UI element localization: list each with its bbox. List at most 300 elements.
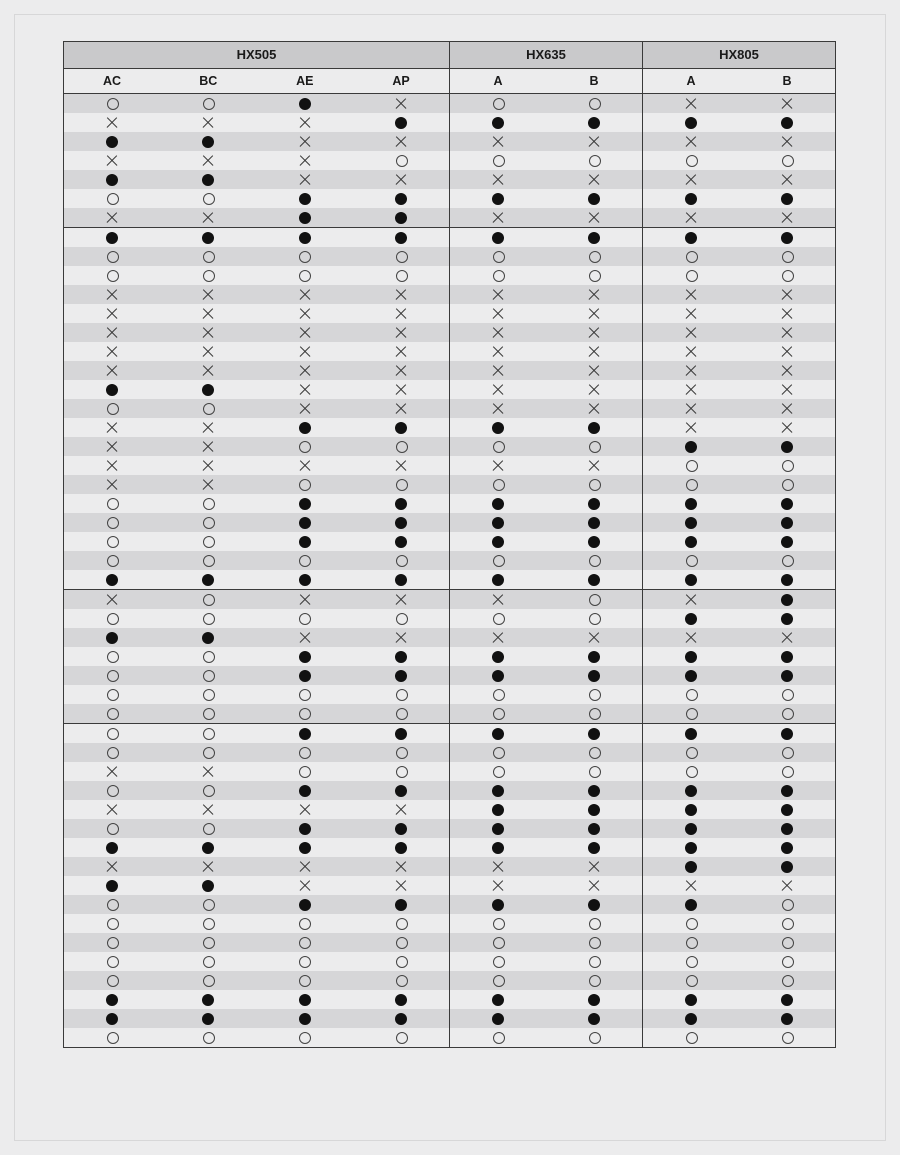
matrix-cell — [257, 532, 354, 551]
cross-mark-icon — [780, 402, 794, 416]
matrix-cell — [546, 743, 643, 762]
matrix-cell — [257, 170, 354, 189]
matrix-cell — [257, 990, 354, 1009]
matrix-cell — [64, 113, 161, 132]
column-header-0: AC — [64, 69, 161, 94]
cross-mark-icon — [491, 593, 505, 607]
filled-circle-icon — [394, 841, 408, 855]
matrix-cell — [64, 876, 161, 895]
cross-mark-icon — [684, 631, 698, 645]
cross-mark-icon — [298, 116, 312, 130]
table-row — [64, 895, 836, 914]
matrix-cell — [353, 475, 450, 494]
matrix-cell — [643, 304, 740, 323]
matrix-cell — [257, 247, 354, 266]
matrix-cell — [257, 895, 354, 914]
open-circle-icon — [105, 1031, 119, 1045]
filled-circle-icon — [394, 993, 408, 1007]
cross-mark-icon — [394, 135, 408, 149]
cross-mark-icon — [587, 860, 601, 874]
filled-circle-icon — [394, 898, 408, 912]
cross-mark-icon — [105, 765, 119, 779]
table-row — [64, 304, 836, 323]
column-header-3: AP — [353, 69, 450, 94]
table-row — [64, 189, 836, 208]
filled-circle-icon — [298, 993, 312, 1007]
matrix-cell — [353, 208, 450, 228]
cross-mark-icon — [298, 326, 312, 340]
open-circle-icon — [684, 746, 698, 760]
table-row — [64, 399, 836, 418]
table-row — [64, 113, 836, 132]
open-circle-icon — [105, 727, 119, 741]
matrix-cell — [643, 971, 740, 990]
filled-circle-icon — [105, 631, 119, 645]
group-header-row — [64, 42, 836, 69]
filled-circle-icon — [298, 192, 312, 206]
matrix-cell — [257, 437, 354, 456]
matrix-cell — [257, 609, 354, 628]
matrix-cell — [546, 456, 643, 475]
filled-circle-icon — [684, 727, 698, 741]
matrix-cell — [64, 819, 161, 838]
filled-circle-icon — [298, 231, 312, 245]
table-row — [64, 800, 836, 819]
filled-circle-icon — [201, 173, 215, 187]
table-row — [64, 628, 836, 647]
filled-circle-icon — [587, 822, 601, 836]
cross-mark-icon — [298, 154, 312, 168]
matrix-cell — [643, 666, 740, 685]
filled-circle-icon — [587, 803, 601, 817]
matrix-cell — [64, 380, 161, 399]
open-circle-icon — [587, 936, 601, 950]
matrix-cell — [450, 952, 547, 971]
matrix-cell — [160, 285, 257, 304]
matrix-cell — [257, 380, 354, 399]
matrix-cell — [643, 781, 740, 800]
open-circle-icon — [491, 478, 505, 492]
table-row — [64, 933, 836, 952]
matrix-cell — [546, 666, 643, 685]
matrix-cell — [546, 628, 643, 647]
matrix-cell — [64, 704, 161, 724]
group-header-hx635: HX635 — [450, 42, 643, 69]
cross-mark-icon — [394, 288, 408, 302]
filled-circle-icon — [587, 841, 601, 855]
matrix-cell — [353, 228, 450, 248]
matrix-cell — [643, 475, 740, 494]
matrix-cell — [257, 800, 354, 819]
open-circle-icon — [780, 688, 794, 702]
open-circle-icon — [298, 974, 312, 988]
cross-mark-icon — [491, 173, 505, 187]
matrix-cell — [643, 266, 740, 285]
open-circle-icon — [298, 478, 312, 492]
matrix-cell — [257, 551, 354, 570]
matrix-cell — [739, 819, 836, 838]
filled-circle-icon — [491, 669, 505, 683]
open-circle-icon — [684, 459, 698, 473]
filled-circle-icon — [780, 440, 794, 454]
cross-mark-icon — [684, 383, 698, 397]
matrix-cell — [546, 609, 643, 628]
matrix-cell — [739, 990, 836, 1009]
matrix-cell — [160, 532, 257, 551]
open-circle-icon — [587, 917, 601, 931]
matrix-cell — [546, 1009, 643, 1028]
matrix-cell — [643, 551, 740, 570]
table-row — [64, 762, 836, 781]
matrix-cell — [64, 132, 161, 151]
matrix-cell — [643, 456, 740, 475]
cross-mark-icon — [298, 135, 312, 149]
matrix-cell — [450, 437, 547, 456]
cross-mark-icon — [298, 860, 312, 874]
matrix-cell — [257, 418, 354, 437]
cross-mark-icon — [298, 402, 312, 416]
matrix-cell — [353, 609, 450, 628]
matrix-cell — [353, 1009, 450, 1028]
matrix-cell — [546, 247, 643, 266]
matrix-cell — [64, 266, 161, 285]
matrix-cell — [546, 800, 643, 819]
matrix-cell — [546, 895, 643, 914]
open-circle-icon — [105, 936, 119, 950]
matrix-cell — [160, 1009, 257, 1028]
matrix-cell — [450, 132, 547, 151]
filled-circle-icon — [780, 573, 794, 587]
filled-circle-icon — [587, 231, 601, 245]
matrix-cell — [257, 838, 354, 857]
cross-mark-icon — [201, 345, 215, 359]
matrix-cell — [643, 285, 740, 304]
open-circle-icon — [684, 688, 698, 702]
open-circle-icon — [684, 154, 698, 168]
matrix-cell — [160, 494, 257, 513]
matrix-cell — [643, 685, 740, 704]
matrix-cell — [450, 570, 547, 590]
matrix-cell — [353, 132, 450, 151]
open-circle-icon — [201, 784, 215, 798]
matrix-cell — [160, 456, 257, 475]
matrix-cell — [739, 475, 836, 494]
filled-circle-icon — [298, 669, 312, 683]
cross-mark-icon — [201, 459, 215, 473]
cross-mark-icon — [394, 383, 408, 397]
open-circle-icon — [587, 688, 601, 702]
matrix-cell — [64, 628, 161, 647]
matrix-cell — [643, 208, 740, 228]
open-circle-icon — [780, 936, 794, 950]
matrix-cell — [160, 151, 257, 170]
table-row — [64, 94, 836, 114]
cross-mark-icon — [684, 402, 698, 416]
table-row — [64, 570, 836, 590]
open-circle-icon — [298, 688, 312, 702]
matrix-cell — [64, 208, 161, 228]
matrix-cell — [546, 437, 643, 456]
cross-mark-icon — [587, 402, 601, 416]
matrix-cell — [257, 113, 354, 132]
filled-circle-icon — [684, 192, 698, 206]
filled-circle-icon — [298, 516, 312, 530]
open-circle-icon — [587, 250, 601, 264]
filled-circle-icon — [684, 822, 698, 836]
cross-mark-icon — [201, 765, 215, 779]
filled-circle-icon — [491, 497, 505, 511]
open-circle-icon — [105, 974, 119, 988]
cross-mark-icon — [587, 288, 601, 302]
filled-circle-icon — [780, 727, 794, 741]
open-circle-icon — [105, 192, 119, 206]
matrix-cell — [546, 647, 643, 666]
matrix-cell — [353, 494, 450, 513]
cross-mark-icon — [201, 326, 215, 340]
matrix-cell — [643, 532, 740, 551]
matrix-cell — [64, 685, 161, 704]
filled-circle-icon — [491, 898, 505, 912]
matrix-cell — [64, 456, 161, 475]
matrix-cell — [64, 342, 161, 361]
open-circle-icon — [394, 707, 408, 721]
open-circle-icon — [394, 478, 408, 492]
matrix-cell — [257, 685, 354, 704]
cross-mark-icon — [780, 173, 794, 187]
cross-mark-icon — [780, 307, 794, 321]
table-row — [64, 666, 836, 685]
cross-mark-icon — [491, 135, 505, 149]
matrix-cell — [353, 914, 450, 933]
open-circle-icon — [201, 402, 215, 416]
matrix-cell — [739, 380, 836, 399]
matrix-cell — [546, 990, 643, 1009]
open-circle-icon — [394, 955, 408, 969]
matrix-cell — [739, 971, 836, 990]
filled-circle-icon — [298, 822, 312, 836]
cross-mark-icon — [394, 326, 408, 340]
open-circle-icon — [491, 269, 505, 283]
matrix-cell — [739, 551, 836, 570]
cross-mark-icon — [298, 459, 312, 473]
matrix-cell — [160, 628, 257, 647]
matrix-cell — [643, 189, 740, 208]
filled-circle-icon — [105, 231, 119, 245]
filled-circle-icon — [587, 650, 601, 664]
matrix-cell — [257, 323, 354, 342]
matrix-cell — [160, 361, 257, 380]
matrix-cell — [64, 762, 161, 781]
open-circle-icon — [587, 478, 601, 492]
matrix-cell — [64, 1028, 161, 1048]
matrix-cell — [160, 113, 257, 132]
cross-mark-icon — [684, 879, 698, 893]
open-circle-icon — [394, 269, 408, 283]
matrix-cell — [64, 532, 161, 551]
matrix-cell — [64, 551, 161, 570]
open-circle-icon — [587, 955, 601, 969]
matrix-cell — [739, 285, 836, 304]
matrix-cell — [160, 590, 257, 610]
matrix-cell — [353, 704, 450, 724]
table-row — [64, 437, 836, 456]
filled-circle-icon — [298, 898, 312, 912]
table-header — [64, 42, 836, 94]
column-header-1: BC — [160, 69, 257, 94]
matrix-cell — [353, 666, 450, 685]
matrix-cell — [739, 494, 836, 513]
open-circle-icon — [201, 688, 215, 702]
matrix-cell — [257, 94, 354, 114]
matrix-cell — [64, 590, 161, 610]
open-circle-icon — [394, 250, 408, 264]
cross-mark-icon — [394, 631, 408, 645]
cross-mark-icon — [394, 593, 408, 607]
open-circle-icon — [491, 746, 505, 760]
matrix-cell — [160, 551, 257, 570]
open-circle-icon — [491, 1031, 505, 1045]
matrix-cell — [643, 819, 740, 838]
filled-circle-icon — [105, 841, 119, 855]
open-circle-icon — [201, 917, 215, 931]
matrix-cell — [450, 590, 547, 610]
matrix-cell — [739, 247, 836, 266]
matrix-cell — [546, 94, 643, 114]
filled-circle-icon — [491, 535, 505, 549]
matrix-cell — [257, 876, 354, 895]
filled-circle-icon — [780, 231, 794, 245]
open-circle-icon — [201, 612, 215, 626]
matrix-cell — [546, 189, 643, 208]
matrix-cell — [257, 933, 354, 952]
filled-circle-icon — [298, 211, 312, 225]
matrix-cell — [353, 819, 450, 838]
matrix-cell — [160, 666, 257, 685]
cross-mark-icon — [201, 307, 215, 321]
matrix-cell — [64, 666, 161, 685]
table-row — [64, 513, 836, 532]
matrix-cell — [160, 266, 257, 285]
matrix-cell — [546, 228, 643, 248]
cross-mark-icon — [684, 593, 698, 607]
table-row — [64, 323, 836, 342]
cross-mark-icon — [684, 97, 698, 111]
matrix-cell — [160, 990, 257, 1009]
cross-mark-icon — [491, 307, 505, 321]
matrix-cell — [353, 513, 450, 532]
open-circle-icon — [587, 746, 601, 760]
filled-circle-icon — [587, 573, 601, 587]
open-circle-icon — [780, 707, 794, 721]
matrix-cell — [160, 437, 257, 456]
matrix-cell — [450, 418, 547, 437]
filled-circle-icon — [587, 192, 601, 206]
matrix-cell — [643, 952, 740, 971]
matrix-cell — [450, 1009, 547, 1028]
matrix-cell — [643, 132, 740, 151]
matrix-cell — [353, 724, 450, 744]
cross-mark-icon — [298, 345, 312, 359]
matrix-cell — [739, 532, 836, 551]
open-circle-icon — [201, 650, 215, 664]
cross-mark-icon — [394, 860, 408, 874]
matrix-cell — [160, 876, 257, 895]
matrix-cell — [257, 724, 354, 744]
table-row — [64, 266, 836, 285]
matrix-cell — [450, 838, 547, 857]
matrix-cell — [353, 304, 450, 323]
matrix-cell — [160, 933, 257, 952]
open-circle-icon — [587, 1031, 601, 1045]
matrix-cell — [643, 170, 740, 189]
table-row — [64, 228, 836, 248]
matrix-cell — [739, 361, 836, 380]
matrix-cell — [257, 513, 354, 532]
open-circle-icon — [780, 478, 794, 492]
matrix-cell — [64, 418, 161, 437]
filled-circle-icon — [684, 573, 698, 587]
matrix-cell — [450, 380, 547, 399]
open-circle-icon — [201, 554, 215, 568]
matrix-cell — [160, 1028, 257, 1048]
matrix-cell — [64, 990, 161, 1009]
open-circle-icon — [394, 612, 408, 626]
filled-circle-icon — [394, 573, 408, 587]
open-circle-icon — [780, 154, 794, 168]
matrix-cell — [450, 170, 547, 189]
matrix-cell — [64, 361, 161, 380]
matrix-cell — [643, 647, 740, 666]
open-circle-icon — [105, 746, 119, 760]
matrix-cell — [546, 819, 643, 838]
open-circle-icon — [684, 250, 698, 264]
matrix-cell — [546, 971, 643, 990]
matrix-cell — [450, 876, 547, 895]
matrix-cell — [353, 342, 450, 361]
matrix-cell — [739, 743, 836, 762]
open-circle-icon — [491, 955, 505, 969]
matrix-cell — [160, 914, 257, 933]
matrix-cell — [257, 914, 354, 933]
matrix-cell — [546, 342, 643, 361]
matrix-cell — [160, 189, 257, 208]
open-circle-icon — [201, 974, 215, 988]
cross-mark-icon — [780, 345, 794, 359]
matrix-cell — [739, 724, 836, 744]
open-circle-icon — [491, 765, 505, 779]
filled-circle-icon — [105, 573, 119, 587]
open-circle-icon — [201, 269, 215, 283]
matrix-cell — [546, 781, 643, 800]
column-header-5: B — [546, 69, 643, 94]
cross-mark-icon — [298, 288, 312, 302]
filled-circle-icon — [491, 650, 505, 664]
cross-mark-icon — [105, 364, 119, 378]
open-circle-icon — [201, 746, 215, 760]
column-header-row — [64, 69, 836, 94]
cross-mark-icon — [105, 288, 119, 302]
open-circle-icon — [105, 650, 119, 664]
open-circle-icon — [394, 440, 408, 454]
filled-circle-icon — [201, 993, 215, 1007]
matrix-cell — [257, 666, 354, 685]
cross-mark-icon — [491, 631, 505, 645]
cross-mark-icon — [105, 154, 119, 168]
filled-circle-icon — [780, 841, 794, 855]
matrix-cell — [353, 361, 450, 380]
matrix-cell — [546, 399, 643, 418]
open-circle-icon — [298, 955, 312, 969]
